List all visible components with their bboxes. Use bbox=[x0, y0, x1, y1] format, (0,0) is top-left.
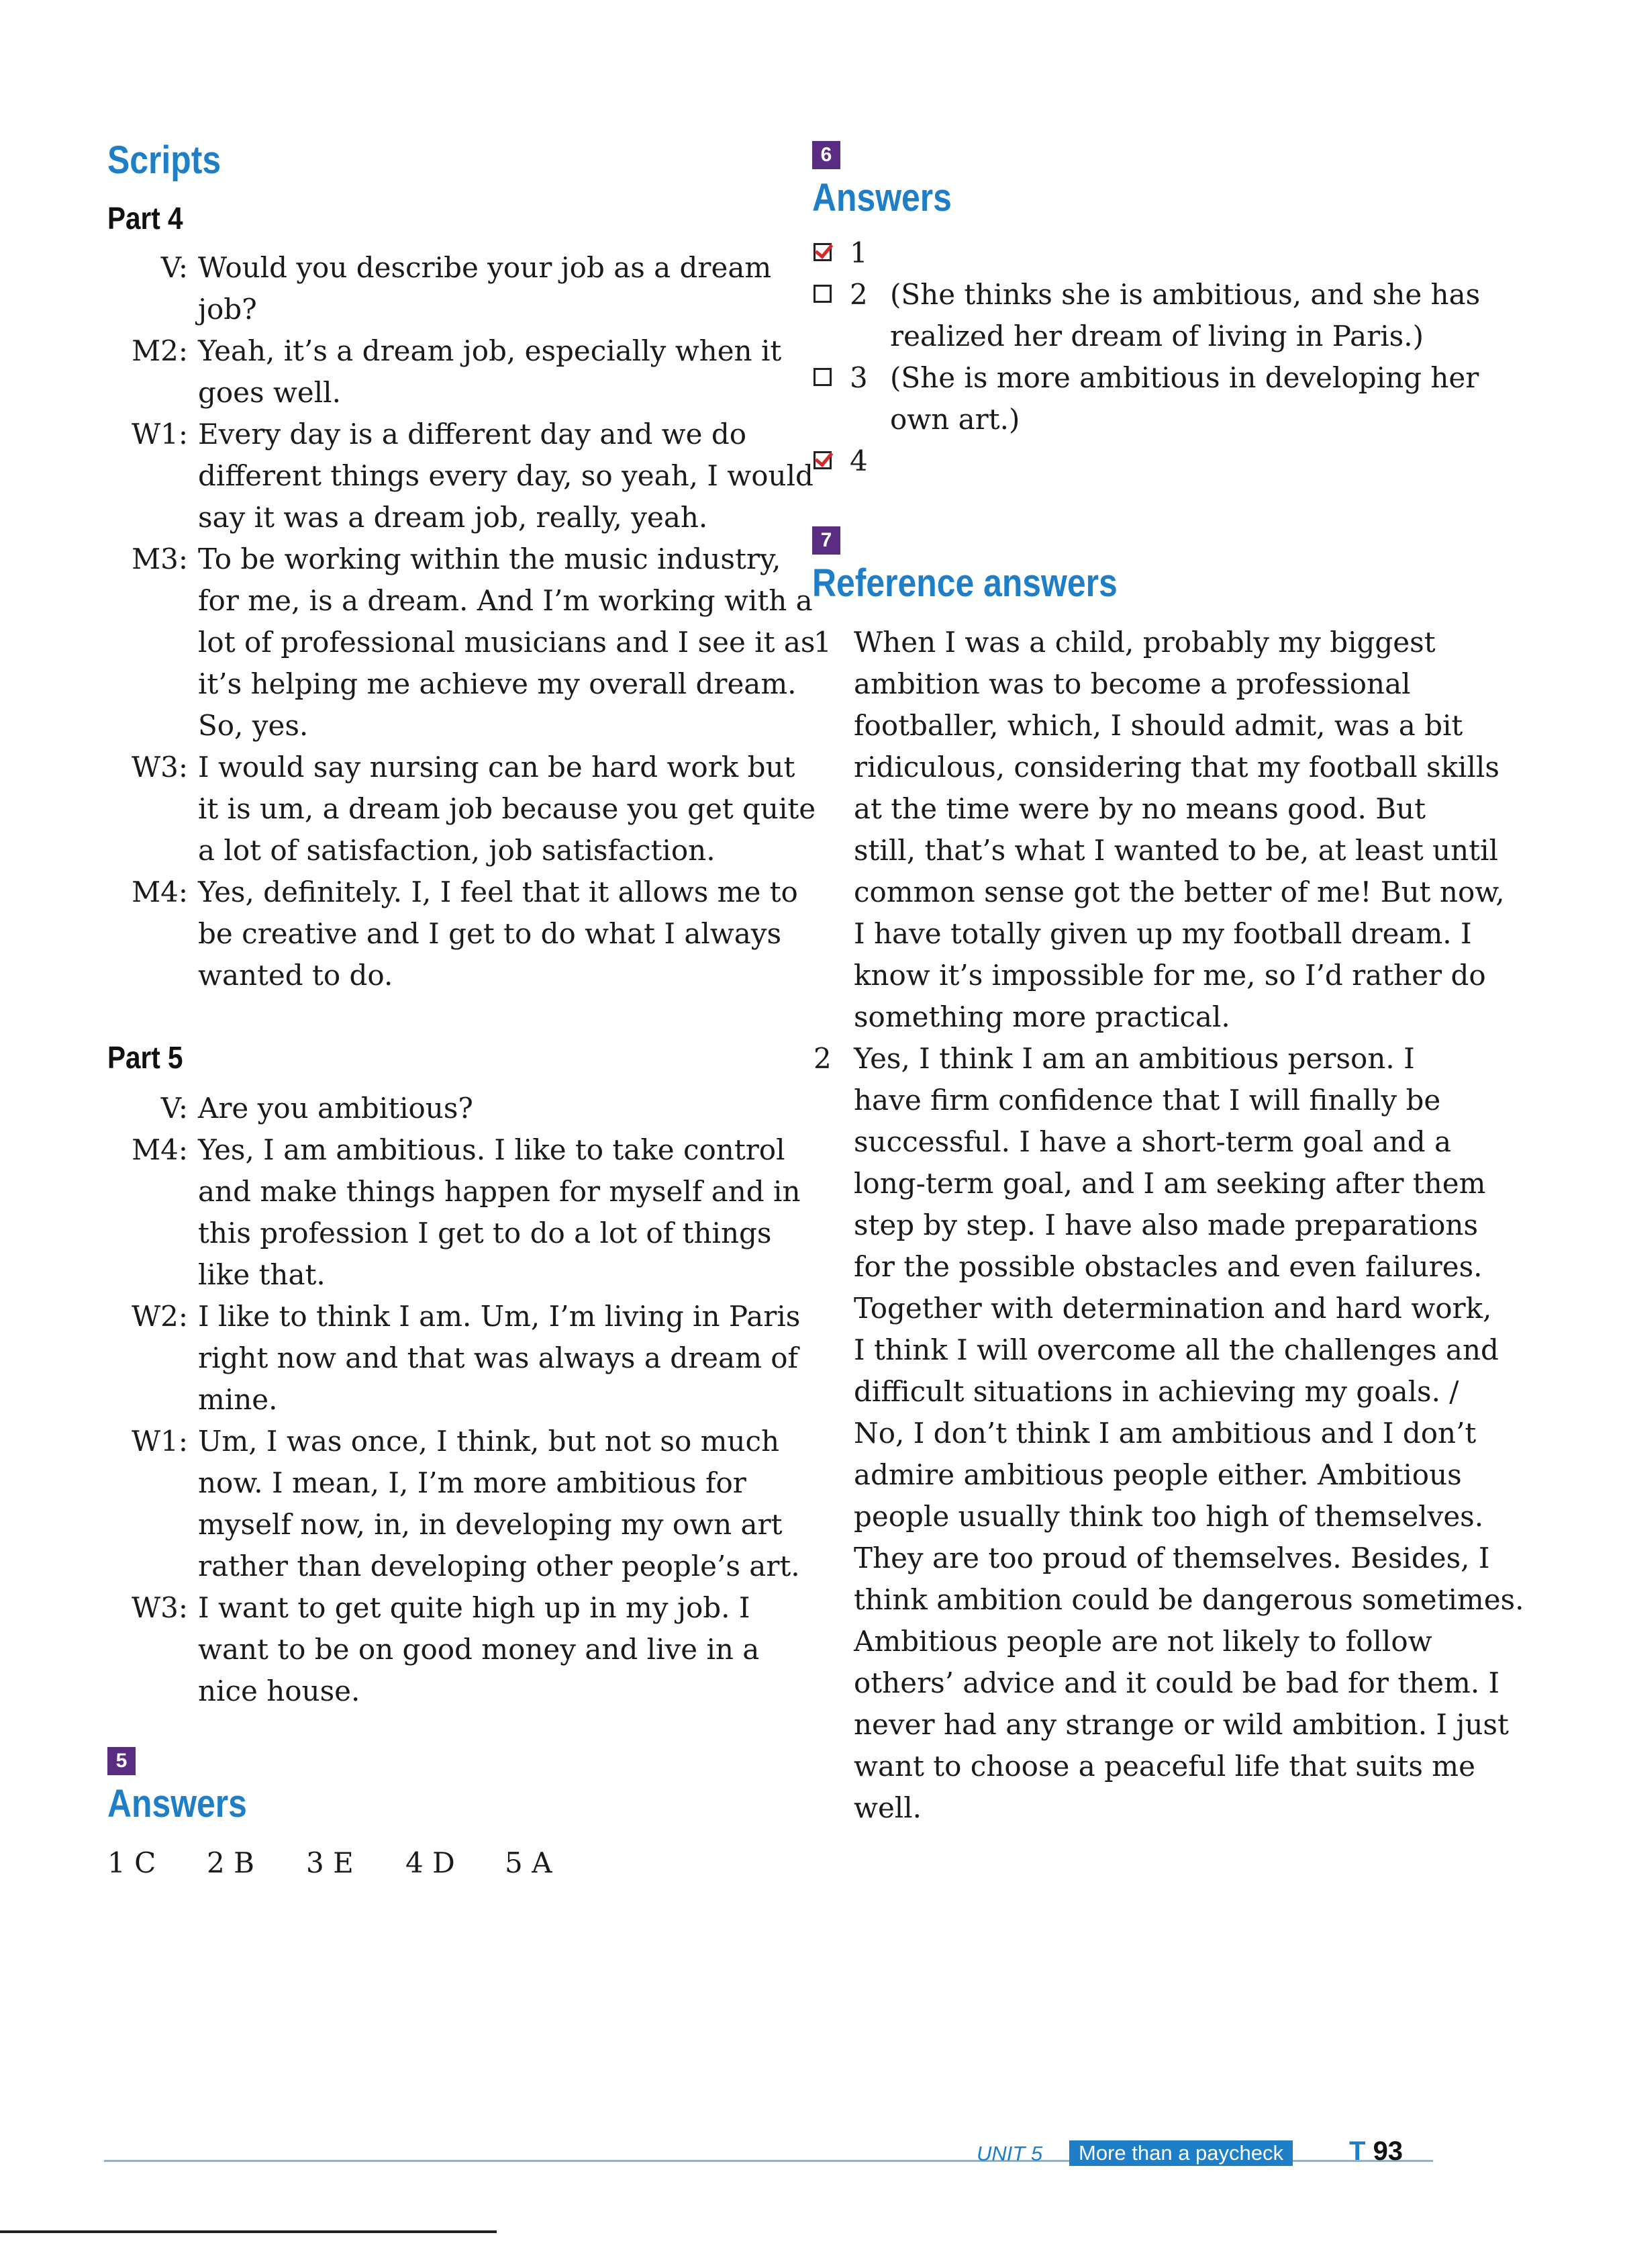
script-line bbox=[107, 913, 782, 955]
script-line bbox=[107, 1213, 772, 1254]
script-line bbox=[107, 1129, 785, 1171]
reference-line bbox=[812, 747, 1499, 788]
reference-line bbox=[812, 913, 1483, 955]
answer-item: 1 C bbox=[107, 1846, 156, 1879]
part5-script bbox=[107, 1088, 801, 1712]
script-line bbox=[107, 871, 798, 913]
script-text: Would you describe your job as a dream bbox=[198, 251, 772, 284]
script-text: Yes, definitely. I, I feel that it allows me to bbox=[198, 876, 798, 908]
script-text: rather than developing other people’s art. bbox=[198, 1550, 800, 1582]
reference-line bbox=[812, 871, 1505, 913]
scripts-title: Scripts bbox=[107, 138, 221, 182]
answer-row bbox=[812, 357, 1483, 399]
script-text: this profession I get to do a lot of things bbox=[198, 1217, 772, 1249]
answer-row bbox=[812, 232, 1483, 274]
reference-text: No, I don’t think I am ambitious and I don’t bbox=[854, 1417, 1477, 1450]
speaker-label: V: bbox=[160, 251, 188, 284]
answer-row bbox=[812, 274, 1483, 316]
reference-number: 2 bbox=[814, 1042, 832, 1075]
reference-line bbox=[812, 1246, 1483, 1288]
checked-box-icon bbox=[814, 243, 832, 261]
reference-line bbox=[812, 1579, 1524, 1621]
script-text: and make things happen for myself and in bbox=[198, 1175, 801, 1208]
speaker-label: W1: bbox=[131, 418, 188, 451]
script-text: now. I mean, I, I’m more ambitious for bbox=[198, 1466, 746, 1499]
reference-text: at the time were by no means good. But bbox=[854, 792, 1426, 825]
reference-text: still, that’s what I wanted to be, at least until bbox=[854, 834, 1498, 867]
section5-answers bbox=[107, 1846, 752, 1879]
script-line bbox=[107, 580, 813, 622]
left-column bbox=[107, 138, 816, 1879]
right-column bbox=[812, 141, 1524, 1829]
script-line bbox=[107, 1670, 752, 1712]
reference-text: want to choose a peaceful life that suits me bbox=[854, 1750, 1475, 1783]
script-line bbox=[107, 788, 816, 830]
answer-row bbox=[812, 399, 1483, 440]
script-text: Every day is a different day and we do bbox=[198, 418, 747, 451]
script-text: wanted to do. bbox=[198, 959, 393, 992]
script-text: a lot of satisfaction, job satisfaction. bbox=[198, 834, 716, 867]
reference-text: long-term goal, and I am seeking after them bbox=[854, 1167, 1486, 1200]
reference-line bbox=[812, 1163, 1486, 1204]
reference-text: people usually think too high of themselves. bbox=[854, 1500, 1484, 1533]
answer-item: 3 E bbox=[306, 1846, 354, 1879]
script-line bbox=[107, 1171, 801, 1213]
reference-text: something more practical. bbox=[854, 1000, 1230, 1033]
script-line bbox=[107, 330, 782, 372]
script-text: different things every day, so yeah, I would bbox=[198, 459, 814, 492]
answer-number: 3 bbox=[850, 361, 868, 394]
reference-text: I have totally given up my football dream. I bbox=[854, 917, 1472, 950]
script-line bbox=[107, 1296, 801, 1337]
reference-line bbox=[812, 705, 1483, 747]
reference-text: ambition was to become a professional bbox=[854, 667, 1411, 700]
reference-line bbox=[812, 1746, 1483, 1787]
speaker-label: W3: bbox=[131, 1591, 188, 1624]
reference-text: others’ advice and it could be bad for them. I bbox=[854, 1666, 1500, 1699]
reference-line bbox=[812, 1038, 1483, 1080]
reference-text: Ambitious people are not likely to follow bbox=[854, 1625, 1432, 1658]
reference-line bbox=[812, 663, 1483, 705]
script-line bbox=[107, 955, 752, 996]
script-text: myself now, in, in developing my own art bbox=[198, 1508, 783, 1541]
reference-line bbox=[812, 1121, 1483, 1163]
section7-title: Reference answers bbox=[812, 561, 1118, 605]
script-text: Um, I was once, I think, but not so much bbox=[198, 1425, 780, 1458]
reference-text: know it’s impossible for me, so I’d rather do bbox=[854, 959, 1486, 992]
script-line bbox=[107, 1337, 799, 1379]
answer-text: (She thinks she is ambitious, and she has bbox=[890, 278, 1481, 311]
speaker-label: V: bbox=[160, 1092, 188, 1125]
script-line bbox=[107, 1088, 752, 1129]
section7-answers bbox=[812, 622, 1524, 1829]
part4-heading: Part 4 bbox=[107, 201, 183, 236]
page-number-value: 93 bbox=[1373, 2136, 1404, 2166]
reference-line bbox=[812, 1371, 1483, 1413]
script-text: job? bbox=[198, 293, 257, 326]
reference-text: footballer, which, I should admit, was a bit bbox=[854, 709, 1463, 742]
page-prefix: T bbox=[1349, 2136, 1366, 2166]
script-text: mine. bbox=[198, 1383, 278, 1416]
script-text: Yes, I am ambitious. I like to take control bbox=[198, 1133, 785, 1166]
reference-text: for the possible obstacles and even failures. bbox=[854, 1250, 1483, 1283]
reference-text: difficult situations in achieving my goals. / bbox=[854, 1375, 1459, 1408]
speaker-label: W1: bbox=[131, 1425, 188, 1458]
answer-text: (She is more ambitious in developing her bbox=[890, 361, 1479, 394]
script-text: I want to get quite high up in my job. I bbox=[198, 1591, 750, 1624]
reference-text: Together with determination and hard work, bbox=[854, 1292, 1492, 1325]
reference-line bbox=[812, 788, 1483, 830]
script-line bbox=[107, 1379, 752, 1421]
script-line bbox=[107, 705, 752, 747]
section7-header bbox=[812, 526, 1483, 603]
reference-line bbox=[812, 1288, 1492, 1329]
section6-header bbox=[812, 141, 1483, 218]
reference-line bbox=[812, 1787, 1483, 1829]
reference-text: I think I will overcome all the challenges and bbox=[854, 1333, 1499, 1366]
reference-text: common sense got the better of me! But now, bbox=[854, 876, 1505, 908]
footer-unit-label: UNIT 5 bbox=[977, 2142, 1043, 2165]
section6-title: Answers bbox=[812, 176, 952, 220]
script-text: want to be on good money and live in a bbox=[198, 1633, 760, 1666]
reference-line bbox=[812, 1204, 1483, 1246]
script-text: nice house. bbox=[198, 1674, 360, 1707]
answer-row bbox=[812, 316, 1483, 357]
section5-header bbox=[107, 1747, 752, 1824]
script-line bbox=[107, 1504, 783, 1546]
reference-line bbox=[812, 955, 1486, 996]
section6-answers bbox=[812, 232, 1483, 482]
reference-number: 1 bbox=[814, 626, 832, 659]
script-line bbox=[107, 497, 752, 538]
reference-line bbox=[812, 1496, 1483, 1538]
reference-line bbox=[812, 1080, 1483, 1121]
reference-line bbox=[812, 830, 1498, 871]
part5-heading: Part 5 bbox=[107, 1040, 183, 1075]
reference-text: never had any strange or wild ambition. I just bbox=[854, 1708, 1509, 1741]
script-text: Are you ambitious? bbox=[198, 1092, 473, 1125]
script-text: right now and that was always a dream of bbox=[198, 1341, 799, 1374]
page-number bbox=[1349, 2136, 1403, 2167]
reference-line bbox=[812, 1413, 1483, 1454]
answer-text: own art.) bbox=[890, 403, 1020, 436]
answer-number: 2 bbox=[850, 278, 868, 311]
answer-item: 4 D bbox=[405, 1846, 455, 1879]
script-line bbox=[107, 1254, 752, 1296]
script-text: To be working within the music industry, bbox=[198, 542, 781, 575]
reference-line bbox=[812, 622, 1483, 663]
section-number-badge: 6 bbox=[812, 141, 840, 169]
script-text: for me, is a dream. And I’m working with a bbox=[198, 584, 813, 617]
section5-title: Answers bbox=[107, 1782, 247, 1826]
script-text: I would say nursing can be hard work but bbox=[198, 751, 795, 784]
script-text: Yeah, it’s a dream job, especially when it bbox=[198, 334, 782, 367]
reference-line bbox=[812, 1454, 1483, 1496]
script-line bbox=[107, 1629, 760, 1670]
script-line bbox=[107, 830, 752, 871]
reference-text: ridiculous, considering that my football skills bbox=[854, 751, 1499, 784]
script-text: So, yes. bbox=[198, 709, 309, 742]
empty-checkbox-icon bbox=[814, 285, 832, 303]
reference-text: They are too proud of themselves. Besides, I bbox=[854, 1542, 1490, 1574]
script-text: like that. bbox=[198, 1258, 326, 1291]
script-text: say it was a dream job, really, yeah. bbox=[198, 501, 708, 534]
script-line bbox=[107, 414, 752, 455]
reference-line bbox=[812, 1704, 1509, 1746]
reference-text: When I was a child, probably my biggest bbox=[854, 626, 1436, 659]
script-line bbox=[107, 1587, 752, 1629]
script-text: be creative and I get to do what I always bbox=[198, 917, 782, 950]
section-number-badge: 5 bbox=[107, 1747, 136, 1775]
reference-line bbox=[812, 1329, 1499, 1371]
part4-script bbox=[107, 247, 816, 996]
script-line bbox=[107, 538, 781, 580]
answer-item: 5 A bbox=[505, 1846, 552, 1879]
reference-line bbox=[812, 1621, 1483, 1662]
reference-text: step by step. I have also made preparations bbox=[854, 1209, 1479, 1241]
script-text: I like to think I am. Um, I’m living in Paris bbox=[198, 1300, 801, 1333]
speaker-label: M2: bbox=[132, 334, 188, 367]
script-line bbox=[107, 663, 797, 705]
speaker-label: M4: bbox=[132, 876, 188, 908]
speaker-label: M3: bbox=[132, 542, 188, 575]
page-footer bbox=[104, 2136, 1433, 2177]
section-number-badge: 7 bbox=[812, 526, 840, 555]
reference-text: successful. I have a short-term goal and a bbox=[854, 1125, 1452, 1158]
script-line bbox=[107, 1462, 752, 1504]
script-line bbox=[107, 289, 752, 330]
reference-text: admire ambitious people either. Ambitious bbox=[854, 1458, 1462, 1491]
script-text: lot of professional musicians and I see it as bbox=[198, 626, 816, 659]
answer-text: realized her dream of living in Paris.) bbox=[890, 320, 1424, 352]
reference-line bbox=[812, 1538, 1490, 1579]
script-line bbox=[107, 247, 772, 289]
reference-text: have firm confidence that I will finally be bbox=[854, 1084, 1441, 1117]
reference-text: Yes, I think I am an ambitious person. I bbox=[854, 1042, 1415, 1075]
script-line bbox=[107, 622, 816, 663]
script-line bbox=[107, 455, 814, 497]
empty-checkbox-icon bbox=[814, 368, 832, 386]
bottom-rule bbox=[0, 2230, 497, 2233]
script-line bbox=[107, 1421, 780, 1462]
speaker-label: W3: bbox=[131, 751, 188, 784]
reference-line bbox=[812, 996, 1483, 1038]
answer-row bbox=[812, 440, 1483, 482]
answer-number: 4 bbox=[850, 444, 868, 477]
answer-number: 1 bbox=[850, 236, 868, 269]
speaker-label: W2: bbox=[131, 1300, 188, 1333]
script-text: goes well. bbox=[198, 376, 341, 409]
reference-text: think ambition could be dangerous sometimes. bbox=[854, 1583, 1524, 1616]
reference-line bbox=[812, 1662, 1500, 1704]
script-text: it is um, a dream job because you get quite bbox=[198, 792, 816, 825]
answer-item: 2 B bbox=[207, 1846, 254, 1879]
speaker-label: M4: bbox=[132, 1133, 188, 1166]
footer-unit-title: More than a paycheck bbox=[1069, 2140, 1293, 2166]
script-line bbox=[107, 747, 795, 788]
script-line bbox=[107, 1546, 800, 1587]
script-line bbox=[107, 372, 752, 414]
checked-box-icon bbox=[814, 451, 832, 469]
script-text: it’s helping me achieve my overall dream. bbox=[198, 667, 797, 700]
reference-text: well. bbox=[854, 1791, 922, 1824]
